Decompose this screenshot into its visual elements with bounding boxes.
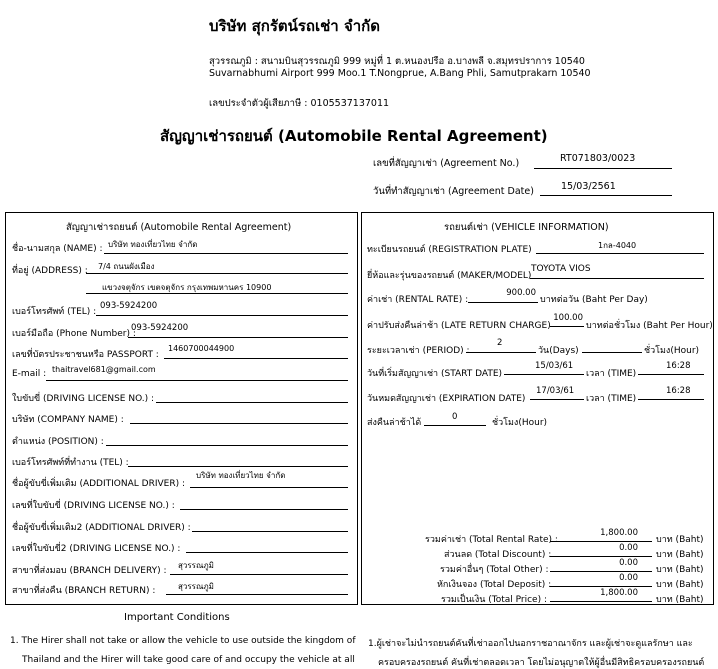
- work-tel-line: [128, 466, 348, 467]
- name-line: [104, 253, 348, 254]
- name-label: ชื่อ-นามสกุล (NAME) :: [12, 244, 103, 254]
- total-rental-value: 1,800.00: [600, 528, 638, 538]
- license-label: ใบขับขี่ (DRIVING LICENSE NO.) :: [12, 394, 155, 404]
- period-days: 2: [497, 338, 503, 348]
- maker-value: TOYOTA VIOS: [531, 264, 591, 274]
- rate-line: [468, 302, 538, 303]
- tel-value: 093-5924200: [100, 301, 158, 311]
- address-line-2-rule: [86, 293, 348, 294]
- branch-delivery-line: [170, 574, 348, 575]
- total-other-label: รวมค่าอื่นๆ (Total Other) :: [440, 565, 549, 575]
- passport-label: เลขที่บัตรประชาชนหรือ PASSPORT :: [12, 350, 159, 360]
- branch-delivery: สุวรรณภูมิ: [178, 561, 214, 570]
- total-other-unit: บาท (Baht): [656, 565, 704, 575]
- total-deposit-line: [550, 586, 652, 587]
- total-rental-unit: บาท (Baht): [656, 535, 704, 545]
- period-label: ระยะเวลาเช่า (PERIOD) :: [367, 346, 470, 356]
- total-discount-label: ส่วนลด (Total Discount) :: [444, 550, 552, 560]
- agreement-no: RT071803/0023: [560, 153, 636, 164]
- license-line: [156, 402, 348, 403]
- email-line: [46, 380, 348, 381]
- address-line-1-rule: [86, 273, 348, 274]
- late-charge-label: ค่าปรับส่งคืนล่าช้า (LATE RETURN CHARGE): [367, 321, 551, 331]
- total-discount-unit: บาท (Baht): [656, 550, 704, 560]
- tel-label: เบอร์โทรศัพท์ (TEL) :: [12, 307, 97, 317]
- plate-value: 1กล-4040: [598, 241, 637, 250]
- expiration-date-label: วันหมดสัญญาเช่า (EXPIRATION DATE): [367, 394, 526, 404]
- agreement-no-line: [534, 168, 672, 169]
- total-price-label: รวมเป็นเงิน (Total Price) :: [441, 595, 547, 605]
- vehicle-box-title: รถยนต์เช่า (VEHICLE INFORMATION): [444, 222, 609, 233]
- total-rental-label: รวมค่าเช่า (Total Rental Rate) :: [425, 535, 558, 545]
- address-english: Suvarnabhumi Airport 999 Moo.1 T.Nongprue, A.Bang Phli, Samutprakarn 10540: [209, 68, 591, 79]
- start-time-line: [638, 374, 704, 375]
- license2-line: [180, 509, 348, 510]
- license3-line: [186, 552, 348, 553]
- total-deposit-value: 0.00: [619, 573, 638, 583]
- late-charge-line: [550, 326, 584, 327]
- total-price-value: 1,800.00: [600, 588, 638, 598]
- branch-return: สุวรรณภูมิ: [178, 582, 214, 591]
- additional-driver2-label: ชื่อผู้ขับขี่เพิ่มเติม2 (ADDITIONAL DRIVER) :: [12, 523, 191, 533]
- total-rental-line: [550, 541, 652, 542]
- passport-line: [164, 358, 348, 359]
- company-label: บริษัท (COMPANY NAME) :: [12, 415, 124, 425]
- agreement-date-label: วันที่ทำสัญญาเช่า (Agreement Date): [373, 186, 534, 197]
- total-deposit-label: หักเงินจอง (Total Deposit) :: [437, 580, 552, 590]
- phone-label: เบอร์มือถือ (Phone Number) :: [12, 329, 136, 339]
- condition-th-line-2: ครอบครองรถยนต์ คันที่เช่าตลอดเวลา โดยไม่อนุญาตให้ผู้อื่นมีสิทธิครอบครองรถยนต์: [378, 658, 705, 668]
- start-time: 16:28: [666, 361, 691, 371]
- start-date-line: [504, 374, 584, 375]
- condition-en-line-1: 1. The Hirer shall not take or allow the vehicle to use outside the kingdom of: [10, 636, 356, 646]
- renter-name: บริษัท ทองเที่ยวไทย จำกัด: [108, 240, 198, 249]
- late-return-value: 0: [452, 412, 458, 422]
- tax-id: เลขประจำตัวผู้เสียภาษี : 0105537137011: [209, 98, 390, 109]
- late-return-line: [424, 425, 486, 426]
- conditions-title: Important Conditions: [124, 612, 230, 623]
- rate-value: 900.00: [506, 288, 536, 298]
- position-line: [106, 445, 348, 446]
- plate-label: ทะเบียนรถยนต์ (REGISTRATION PLATE): [367, 245, 532, 255]
- rate-unit: บาทต่อวัน (Baht Per Day): [540, 295, 648, 305]
- late-charge-value: 100.00: [553, 313, 583, 323]
- start-date-label: วันที่เริ่มสัญญาเช่า (START DATE): [367, 369, 503, 379]
- maker-line: [530, 278, 704, 279]
- address-thai: สุวรรณภูมิ : สนามบินสุวรรณภูมิ 999 หมู่ที่ 1 ต.หนองปรือ อ.บางพลี จ.สมุทรปราการ 10540: [209, 56, 585, 67]
- plate-line: [536, 253, 704, 254]
- branch-delivery-label: สาขาที่ส่งมอบ (BRANCH DELIVERY) :: [12, 566, 167, 576]
- start-date: 15/03/61: [535, 361, 574, 371]
- total-price-line: [550, 601, 652, 602]
- late-charge-unit: บาทต่อชั่วโมง (Baht Per Hour): [586, 321, 713, 331]
- company-name: บริษัท สุกรัตน์รถเช่า จำกัด: [209, 17, 380, 35]
- period-hours-unit: ชั่วโมง(Hour): [644, 346, 700, 356]
- work-tel-label: เบอร์โทรศัพท์ที่ทำงาน (TEL) :: [12, 458, 129, 468]
- late-return-label: ส่งคืนล่าช้าได้: [367, 418, 422, 428]
- passport-value: 1460700044900: [168, 344, 235, 353]
- agreement-date-line: [540, 195, 672, 196]
- expiration-date: 17/03/61: [536, 386, 575, 396]
- phone-value: 093-5924200: [131, 323, 189, 333]
- period-days-line: [466, 352, 536, 353]
- phone-line: [128, 337, 348, 338]
- branch-return-line: [166, 594, 348, 595]
- branch-return-label: สาขาที่ส่งคืน (BRANCH RETURN) :: [12, 586, 156, 596]
- total-price-unit: บาท (Baht): [656, 595, 704, 605]
- license2-label: เลขที่ใบขับขี่ (DRIVING LICENSE NO.) :: [12, 501, 175, 511]
- additional-driver: บริษัท ทองเที่ยวไทย จำกัด: [196, 471, 286, 480]
- address-label: ที่อยู่ (ADDRESS) :: [12, 266, 88, 276]
- email-value: thaitravel681@gmail.com: [52, 365, 156, 374]
- email-label: E-mail :: [12, 369, 47, 379]
- expiration-time-line: [638, 399, 704, 400]
- period-hours-line: [582, 352, 642, 353]
- company-line: [130, 423, 348, 424]
- address-line-2: แขวงจตุจักร เขตจตุจักร กรุงเทพมหานคร 10900: [102, 283, 272, 292]
- period-days-unit: วัน(Days): [538, 346, 579, 356]
- condition-th-line-1: 1.ผู้เช่าจะไม่นำรถยนต์คันที่เช่าออกไปนอกราชอาณาจักร และผู้เช่าจะดูแลรักษา และ: [368, 639, 693, 649]
- license3-label: เลขที่ใบขับขี่2 (DRIVING LICENSE NO.) :: [12, 544, 181, 554]
- address-line-1: 7/4 ถนนผังเมือง: [98, 262, 155, 271]
- expiration-time-label: เวลา (TIME): [586, 394, 637, 404]
- expiration-time: 16:28: [666, 386, 691, 396]
- tel-line: [96, 315, 348, 316]
- expiration-date-line: [530, 399, 584, 400]
- total-discount-value: 0.00: [619, 543, 638, 553]
- agreement-date: 15/03/2561: [561, 181, 616, 192]
- additional-driver-label: ชื่อผู้ขับขี่เพิ่มเติม (ADDITIONAL DRIVER) :: [12, 479, 185, 489]
- total-discount-line: [550, 556, 652, 557]
- position-label: ตำแหน่ง (POSITION) :: [12, 437, 104, 447]
- additional-driver-line: [190, 487, 348, 488]
- rate-label: ค่าเช่า (RENTAL RATE) :: [367, 295, 469, 305]
- additional-driver2-line: [192, 531, 348, 532]
- agreement-no-label: เลขที่สัญญาเช่า (Agreement No.): [373, 158, 520, 169]
- total-other-value: 0.00: [619, 558, 638, 568]
- maker-label: ยี่ห้อและรุ่นของรถยนต์ (MAKER/MODEL): [367, 271, 532, 281]
- condition-en-line-2: Thailand and the Hirer will take good care of and occupy the vehicle at all: [22, 655, 355, 665]
- late-return-unit: ชั่วโมง(Hour): [492, 418, 548, 428]
- total-deposit-unit: บาท (Baht): [656, 580, 704, 590]
- renter-box-title: สัญญาเช่ารถยนต์ (Automobile Rental Agreement): [66, 222, 292, 233]
- total-other-line: [550, 571, 652, 572]
- document-title: สัญญาเช่ารถยนต์ (Automobile Rental Agreement): [160, 127, 548, 145]
- start-time-label: เวลา (TIME): [586, 369, 637, 379]
